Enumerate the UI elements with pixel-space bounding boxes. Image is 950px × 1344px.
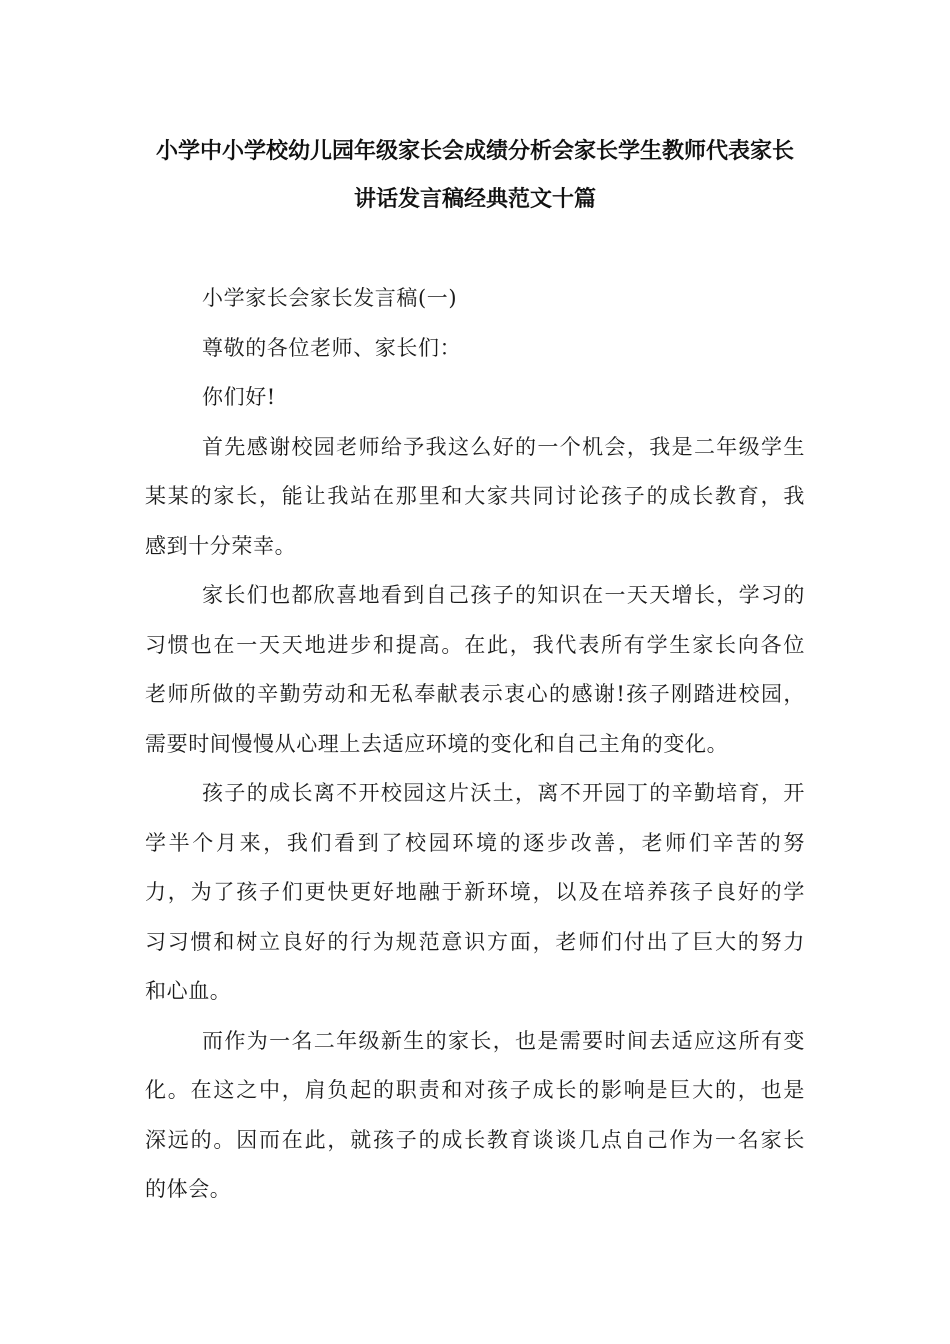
paragraph-line: 的体会。 [145,1177,232,1201]
paragraph-4 [145,1017,805,1215]
paragraph-line: 需要时间慢慢从心理上去适应环境的变化和自己主角的变化。 [145,731,729,756]
paragraph-1 [145,423,805,572]
paragraph-line: 力，为了孩子们更快更好地融于新环境，以及在培养孩子良好的学 [145,880,805,904]
greeting-text: 你们好! [202,385,276,409]
paragraph-line: 化。在这之中，肩负起的职责和对孩子成长的影响是巨大的，也是 [145,1078,805,1102]
paragraph-2 [145,571,805,769]
paragraph-line: 感到十分荣幸。 [145,533,297,558]
title-line-1: 小学中小学校幼儿园年级家长会成绩分析会家长学生教师代表家长 [155,139,794,164]
section-heading [145,274,805,324]
paragraph-line: 深远的。因而在此，就孩子的成长教育谈谈几点自己作为一名家长 [145,1127,805,1152]
paragraph-3 [145,769,805,1017]
paragraph-line: 学半个月来，我们看到了校园环境的逐步改善，老师们辛苦的努 [145,830,805,855]
title-line-2: 讲话发言稿经典范文十篇 [353,187,596,212]
paragraph-line: 习习惯和树立良好的行为规范意识方面，老师们付出了巨大的努力 [145,929,805,954]
heading-text: 小学家长会家长发言稿(一) [202,286,458,310]
greeting [145,373,805,423]
paragraph-line: 家长们也都欣喜地看到自己孩子的知识在一天天增长，学习的 [202,583,805,607]
paragraph-line: 和心血。 [145,979,232,1003]
paragraph-line: 而作为一名二年级新生的家长，也是需要时间去适应这所有变 [202,1028,805,1053]
salutation [145,324,805,374]
paragraph-line: 某某的家长，能让我站在那里和大家共同讨论孩子的成长教育，我 [145,484,805,508]
paragraph-line: 习惯也在一天天地进步和提高。在此，我代表所有学生家长向各位 [145,632,805,657]
salutation-text: 尊敬的各位老师、家长们： [202,335,462,360]
document-title [145,128,805,224]
paragraph-line: 老师所做的辛勤劳动和无私奉献表示衷心的感谢!孩子刚踏进校园， [145,682,805,706]
paragraph-line: 孩子的成长离不开校园这片沃土，离不开园丁的辛勤培育，开 [202,781,805,805]
paragraph-line: 首先感谢校园老师给予我这么好的一个机会，我是二年级学生 [202,434,805,459]
document-body [145,274,805,1215]
